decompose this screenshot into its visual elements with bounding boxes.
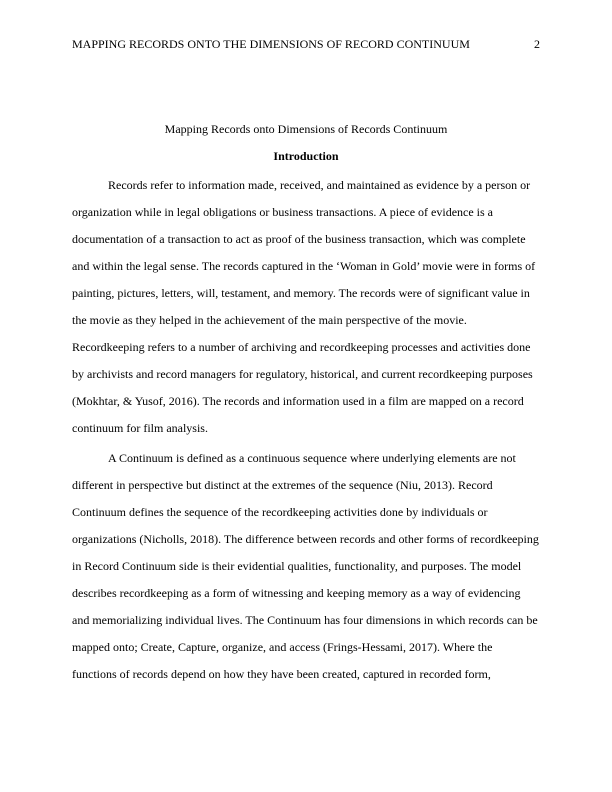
paragraph-line: Records refer to information made, received, and maintained as evidence by a person or [108, 178, 531, 192]
page-number: 2 [534, 37, 540, 51]
paragraph-line: Recordkeeping refers to a number of archiving and recordkeeping processes and activities done [72, 340, 531, 354]
running-header [72, 36, 540, 52]
paragraph-line: Continuum defines the sequence of the recordkeeping activities done by individuals or [72, 505, 488, 519]
paragraph-line: and within the legal sense. The records captured in the ‘Woman in Gold’ movie were in forms of [72, 259, 536, 273]
paragraph-1 [72, 177, 540, 447]
paragraph-line: organization while in legal obligations or business transactions. A piece of evidence is a [72, 205, 494, 219]
paragraph-line: describes recordkeeping as a form of witnessing and keeping memory as a way of evidencing [72, 586, 521, 600]
paragraph-line: in Record Continuum side is their evidential qualities, functionality, and purposes. The model [72, 559, 522, 573]
section-heading-introduction: Introduction [273, 149, 339, 163]
paragraph-line: mapped onto; Create, Capture, organize, and access (Frings-Hessami, 2017). Where the [72, 640, 493, 654]
paragraph-line: by archivists and record managers for regulatory, historical, and current recordkeeping purposes [72, 367, 533, 381]
paragraph-2 [72, 450, 540, 693]
paragraph-line: (Mokhtar, & Yusof, 2016). The records and information used in a film are mapped on a record [72, 394, 524, 408]
document-title: Mapping Records onto Dimensions of Records Continuum [164, 122, 448, 136]
paragraph-line: A Continuum is defined as a continuous sequence where underlying elements are not [108, 451, 516, 465]
paragraph-line: documentation of a transaction to act as proof of the business transaction, which was complete [72, 232, 526, 246]
paragraph-line: continuum for film analysis. [72, 421, 208, 435]
paragraph-line: painting, pictures, letters, will, testament, and memory. The records were of significant value in [72, 286, 530, 300]
paragraph-line: and memorializing individual lives. The Continuum has four dimensions in which records can be [72, 613, 538, 627]
paragraph-line: functions of records depend on how they have been created, captured in recorded form, [72, 667, 491, 681]
running-head-title: MAPPING RECORDS ONTO THE DIMENSIONS OF RECORD CONTINUUM [72, 37, 470, 51]
paragraph-line: organizations (Nicholls, 2018). The difference between records and other forms of recordkeeping [72, 532, 539, 546]
paragraph-line: the movie as they helped in the achievement of the main perspective of the movie. [72, 313, 467, 327]
paragraph-line: different in perspective but distinct at the extremes of the sequence (Niu, 2013). Record [72, 478, 493, 492]
